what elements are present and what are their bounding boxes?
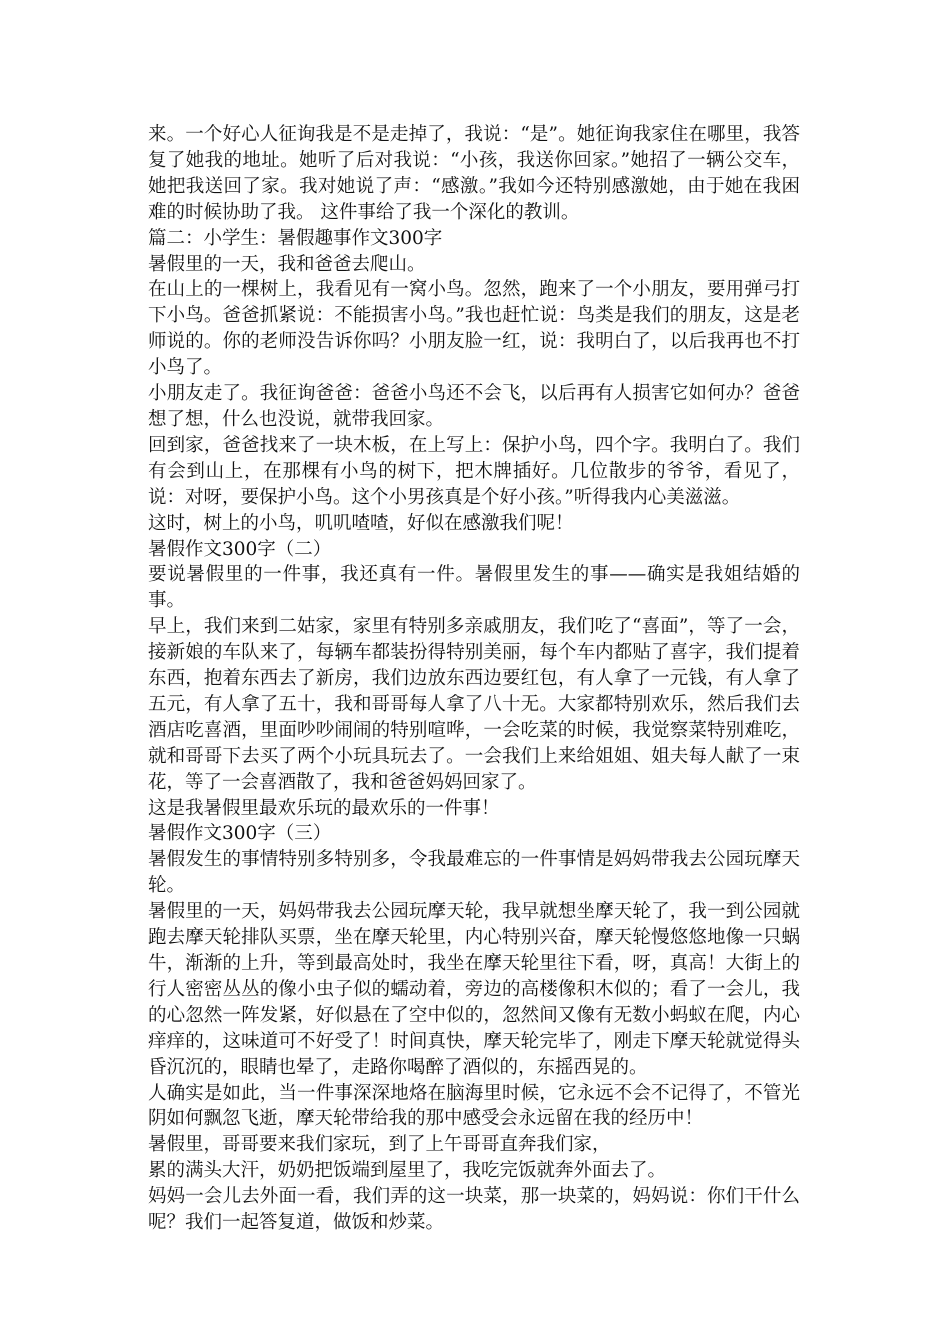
paragraph: 暑假里的一天，妈妈带我去公园玩摩天轮，我早就想坐摩天轮了，我一到公园就跑去摩天轮排队买票，坐在摩天轮里，内心特别兴奋，摩天轮慢悠悠地像一只蜗牛，渐渐的上升，等到最高处时，我坐在摩天轮里往下看，呀，真高！大街上的行人密密丛丛的像小虫子似的蠕动着，旁边的高楼像积木似的；看了一会儿，我的心忽然一阵发紧，好似悬在了空中似的，忽然间又像有无数小蚂蚁在爬，内心痒痒的，这味道可不好受了！时间真快，摩天轮完毕了，刚走下摩天轮就觉得头昏沉沉的，眼睛也晕了，走路你喝醉了酒似的，东摇西晃的。	[148, 901, 800, 1078]
paragraph: 暑假里，哥哥要来我们家玩，到了上午哥哥直奔我们家，	[148, 1134, 611, 1156]
paragraph: 暑假里的一天，我和爸爸去爬山。	[148, 253, 426, 275]
paragraph: 小朋友走了。我征询爸爸：爸爸小鸟还不会飞，以后再有人损害它如何办？爸爸想了想，什么也没说，就带我回家。	[148, 383, 800, 430]
paragraph: 妈妈一会儿去外面一看，我们弄的这一块菜，那一块菜的，妈妈说：你们干什么呢？我们一起答复道，做饭和炒菜。	[148, 1186, 800, 1234]
section-heading: 暑假作文300字（三）	[148, 823, 332, 845]
paragraph: 暑假发生的事情特别多特别多，令我最难忘的一件事情是妈妈带我去公园玩摩天轮。	[148, 849, 800, 897]
paragraph: 早上，我们来到二姑家，家里有特别多亲戚朋友，我们吃了“喜面”，等了一会，接新娘的车队来了，每辆车都装扮得特别美丽，每个车内都贴了喜字，我们提着东西，抱着东西去了新房，我们边放东西边要红包，有人拿了一元钱，有人拿了五元，有人拿了五十，我和哥哥每人拿了八十无。大家都特别欢乐，然后我们去酒店吃喜酒，里面吵吵闹闹的特别喧哗，一会吃菜的时候，我觉察菜特别难吃，就和哥哥下去买了两个小玩具玩去了。一会我们上来给姐姐、姐夫每人献了一束花，等了一会喜酒散了，我和爸爸妈妈回家了。	[148, 616, 800, 793]
paragraph: 回到家，爸爸找来了一块木板，在上写上：保护小鸟，四个字。我明白了。我们有会到山上，在那棵有小鸟的树下，把木牌插好。几位散步的爷爷，看见了，说：对呀，要保护小鸟。这个小男孩真是个好小孩。”听得我内心美滋滋。	[148, 434, 800, 508]
paragraph: 累的满头大汗，奶奶把饭端到屋里了，我吃完饭就奔外面去了。	[148, 1160, 667, 1182]
section-heading: 篇二：小学生：暑假趣事作文300字	[148, 227, 443, 249]
document-page	[148, 122, 800, 1236]
section-heading: 暑假作文300字（二）	[148, 538, 332, 560]
paragraph: 来。一个好心人征询我是不是走掉了，我说：“是”。她征询我家住在哪里，我答复了她我的地址。她听了后对我说：“小孩，我送你回家。”她招了一辆公交车，她把我送回了家。我对她说了声：“感激。”我如今还特别感激她，由于她在我困难的时候协助了我。 这件事给了我一个深化的教训。	[148, 124, 800, 223]
paragraph: 人确实是如此，当一件事深深地烙在脑海里时候，它永远不会不记得了，不管光阴如何飘忽飞逝，摩天轮带给我的那中感受会永远留在我的经历中！	[148, 1082, 800, 1130]
paragraph: 这时，树上的小鸟，叽叽喳喳，好似在感激我们呢！	[148, 512, 574, 534]
paragraph: 这是我暑假里最欢乐玩的最欢乐的一件事！	[148, 797, 500, 819]
paragraph: 要说暑假里的一件事，我还真有一件。暑假里发生的事——确实是我姐结婚的事。	[148, 564, 800, 612]
paragraph: 在山上的一棵树上，我看见有一窝小鸟。忽然，跑来了一个小朋友，要用弹弓打下小鸟。爸爸抓紧说：不能损害小鸟。”我也赶忙说：鸟类是我们的朋友，这是老师说的。你的老师没告诉你吗？小朋友脸一红，说：我明白了，以后我再也不打小鸟了。	[148, 279, 800, 379]
